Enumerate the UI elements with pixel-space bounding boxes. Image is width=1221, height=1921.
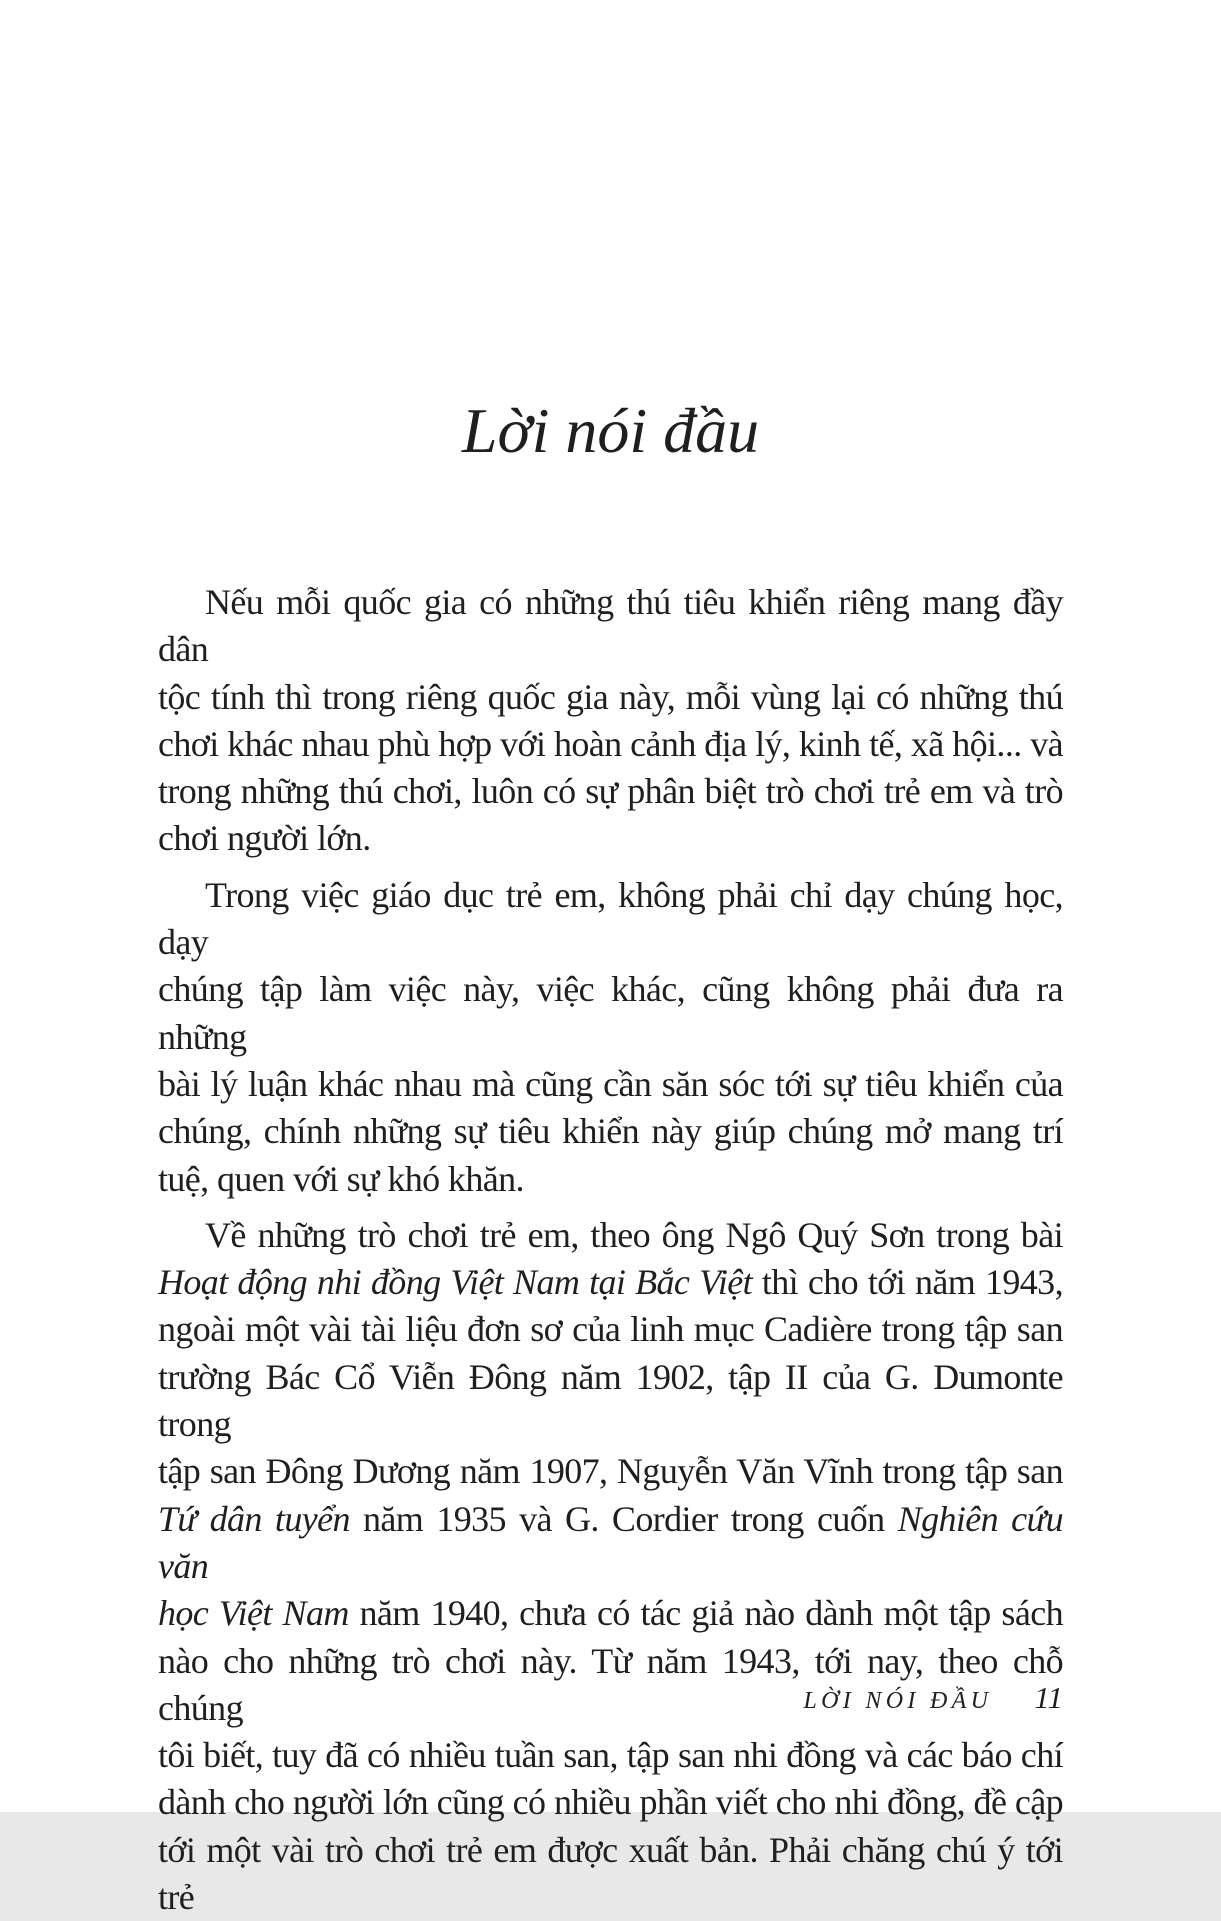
text-segment: ngoài một vài tài liệu đơn sơ của linh mục Cadière trong tập san <box>158 1309 1063 1350</box>
text-line <box>158 1354 1063 1449</box>
italic-text-segment: học Việt Nam <box>158 1593 349 1634</box>
text-segment: Trong việc giáo dục trẻ em, không phải chỉ dạy chúng học, dạy <box>158 874 1063 963</box>
body-text <box>158 579 1063 1921</box>
text-segment: tuệ, quen với sự khó khăn. <box>158 1158 524 1199</box>
text-line <box>158 674 1063 721</box>
text-line <box>158 1732 1063 1779</box>
text-segment: chúng, chính những sự tiêu khiển này giúp chúng mở mang trí <box>158 1111 1063 1152</box>
text-line <box>158 815 1063 862</box>
paragraph <box>158 872 1063 1203</box>
text-segment: chơi khác nhau phù hợp với hoàn cảnh địa lý, kinh tế, xã hội... và <box>158 723 1063 764</box>
italic-text-segment: Tứ dân tuyển <box>158 1498 350 1539</box>
text-line <box>158 1496 1063 1591</box>
paragraph <box>158 579 1063 863</box>
text-line <box>158 768 1063 815</box>
text-segment: tộc tính thì trong riêng quốc gia này, mỗi vùng lại có những thú <box>158 676 1063 717</box>
text-segment: nào cho những trò chơi này. Từ năm 1943, tới nay, theo chỗ chúng <box>158 1640 1063 1728</box>
text-line <box>158 872 1063 967</box>
paragraph <box>158 1212 1063 1921</box>
text-line <box>158 721 1063 768</box>
text-segment: tới một vài trò chơi trẻ em được xuất bản. Phải chăng chú ý tới trẻ <box>158 1829 1063 1918</box>
page-title: Lời nói đầu <box>461 395 760 466</box>
text-segment: chúng tập làm việc này, việc khác, cũng không phải đưa ra những <box>158 969 1063 1057</box>
text-line <box>158 966 1063 1061</box>
text-segment: Về những trò chơi trẻ em, theo ông Ngô Quý Sơn trong bài <box>205 1214 1063 1255</box>
running-header: LỜI NÓI ĐẦU <box>803 1688 993 1714</box>
page-footer <box>803 1680 1063 1716</box>
text-line <box>158 579 1063 674</box>
text-segment: Nếu mỗi quốc gia có những thú tiêu khiển riêng mang đầy dân <box>158 582 1063 670</box>
text-segment: bài lý luận khác nhau mà cũng cần săn sóc tới sự tiêu khiển của <box>158 1063 1063 1104</box>
text-segment: tập san Đông Dương năm 1907, Nguyễn Văn Vĩnh trong tập san <box>158 1451 1063 1492</box>
text-segment: năm 1940, chưa có tác giả nào dành một tập sách <box>348 1593 1063 1634</box>
text-line <box>158 1156 1063 1203</box>
text-line <box>158 1306 1063 1353</box>
text-segment: trường Bác Cổ Viễn Đông năm 1902, tập II của G. Dumonte trong <box>158 1356 1063 1445</box>
text-line <box>158 1061 1063 1108</box>
text-line <box>158 1448 1063 1495</box>
italic-text-segment: Hoạt động nhi đồng Việt Nam tại Bắc Việt <box>158 1262 753 1303</box>
page-number: 11 <box>1034 1680 1063 1715</box>
text-segment: dành cho người lớn cũng có nhiều phần viết cho nhi đồng, đề cập <box>158 1782 1063 1823</box>
text-segment: trong những thú chơi, luôn có sự phân biệt trò chơi trẻ em và trò <box>158 771 1063 812</box>
text-line <box>158 1108 1063 1155</box>
text-line <box>158 1779 1063 1826</box>
text-segment: chơi người lớn. <box>158 818 371 859</box>
text-segment: năm 1935 và G. Cordier trong cuốn <box>349 1498 898 1539</box>
text-line <box>158 1259 1063 1306</box>
text-segment: tôi biết, tuy đã có nhiều tuần san, tập san nhi đồng và các báo chí <box>158 1735 1063 1776</box>
text-segment: thì cho tới năm 1943, <box>752 1262 1063 1303</box>
text-line <box>158 1212 1063 1259</box>
italic-text-segment: Nghiên cứu văn <box>158 1498 1063 1586</box>
text-line <box>158 1827 1063 1921</box>
text-line <box>158 1590 1063 1637</box>
